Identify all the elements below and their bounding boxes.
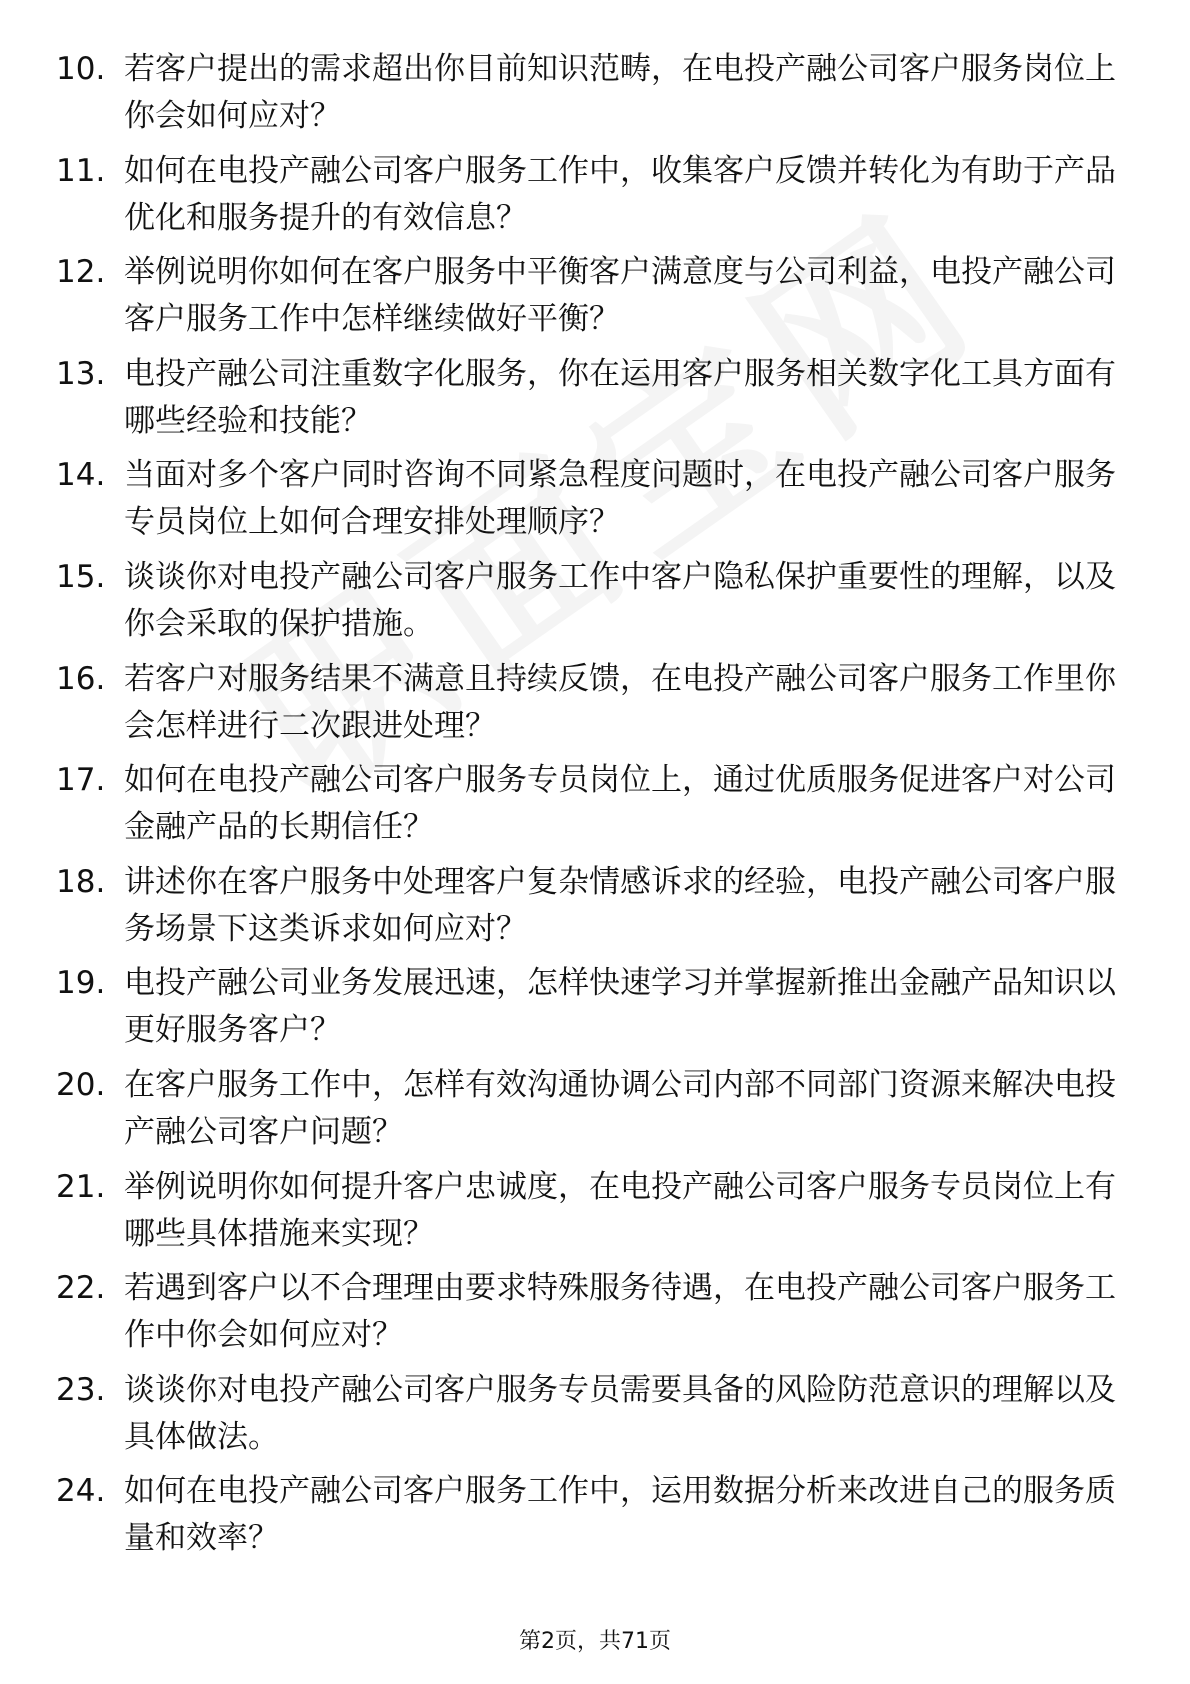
question-number: 19. xyxy=(56,965,106,1002)
question-text: 若客户对服务结果不满意且持续反馈，在电投产融公司客户服务工作里你会怎样进行二次跟进处理？ xyxy=(124,660,1116,744)
list-item xyxy=(56,960,1116,1062)
question-text: 谈谈你对电投产融公司客户服务工作中客户隐私保护重要性的理解，以及你会采取的保护措施。 xyxy=(124,558,1116,642)
list-item xyxy=(56,656,1116,758)
list-item xyxy=(56,249,1116,351)
list-item xyxy=(56,1164,1116,1266)
question-number: 20. xyxy=(56,1066,106,1103)
question-text: 谈谈你对电投产融公司客户服务专员需要具备的风险防范意识的理解以及具体做法。 xyxy=(124,1371,1116,1455)
list-item xyxy=(56,46,1116,148)
question-text: 当面对多个客户同时咨询不同紧急程度问题时，在电投产融公司客户服务专员岗位上如何合理安排处理顺序？ xyxy=(124,457,1116,541)
list-item xyxy=(56,859,1116,961)
question-text: 电投产融公司注重数字化服务，你在运用客户服务相关数字化工具方面有哪些经验和技能？ xyxy=(124,355,1116,439)
list-item xyxy=(56,1062,1116,1164)
question-number: 22. xyxy=(56,1270,106,1307)
question-number: 10. xyxy=(56,51,106,87)
question-number: 21. xyxy=(56,1168,106,1205)
list-item xyxy=(56,148,1116,250)
list-item xyxy=(56,351,1116,453)
question-number: 11. xyxy=(56,152,106,189)
question-number: 13. xyxy=(56,355,106,392)
question-text: 若遇到客户以不合理理由要求特殊服务待遇，在电投产融公司客户服务工作中你会如何应对？ xyxy=(124,1270,1116,1354)
question-text: 举例说明你如何提升客户忠诚度，在电投产融公司客户服务专员岗位上有哪些具体措施来实现？ xyxy=(124,1168,1116,1252)
question-number: 14. xyxy=(56,457,106,494)
question-number: 17. xyxy=(56,762,106,799)
question-text: 举例说明你如何在客户服务中平衡客户满意度与公司利益，电投产融公司客户服务工作中怎样继续做好平衡？ xyxy=(124,254,1116,338)
question-text: 讲述你在客户服务中处理客户复杂情感诉求的经验，电投产融公司客户服务场景下这类诉求如何应对？ xyxy=(124,863,1116,947)
question-list xyxy=(56,46,1116,1570)
page-footer: 第2页，共71页 xyxy=(519,1629,671,1654)
question-number: 15. xyxy=(56,558,106,595)
question-number: 23. xyxy=(56,1371,106,1408)
list-item xyxy=(56,1367,1116,1469)
question-number: 24. xyxy=(56,1473,106,1510)
question-text: 如何在电投产融公司客户服务工作中，运用数据分析来改进自己的服务质量和效率？ xyxy=(124,1473,1116,1557)
question-number: 18. xyxy=(56,863,106,900)
list-item xyxy=(56,1265,1116,1367)
question-text: 如何在电投产融公司客户服务工作中，收集客户反馈并转化为有助于产品优化和服务提升的有效信息？ xyxy=(124,152,1116,236)
question-text: 在客户服务工作中，怎样有效沟通协调公司内部不同部门资源来解决电投产融公司客户问题？ xyxy=(124,1066,1116,1150)
list-item xyxy=(56,1468,1116,1570)
list-item xyxy=(56,554,1116,656)
question-text: 电投产融公司业务发展迅速，怎样快速学习并掌握新推出金融产品知识以更好服务客户？ xyxy=(124,965,1116,1049)
list-item xyxy=(56,452,1116,554)
question-number: 12. xyxy=(56,254,106,291)
list-item xyxy=(56,757,1116,859)
question-number: 16. xyxy=(56,660,106,697)
question-text: 若客户提出的需求超出你目前知识范畴，在电投产融公司客户服务岗位上你会如何应对？ xyxy=(124,51,1116,134)
question-text: 如何在电投产融公司客户服务专员岗位上，通过优质服务促进客户对公司金融产品的长期信任？ xyxy=(124,762,1116,846)
